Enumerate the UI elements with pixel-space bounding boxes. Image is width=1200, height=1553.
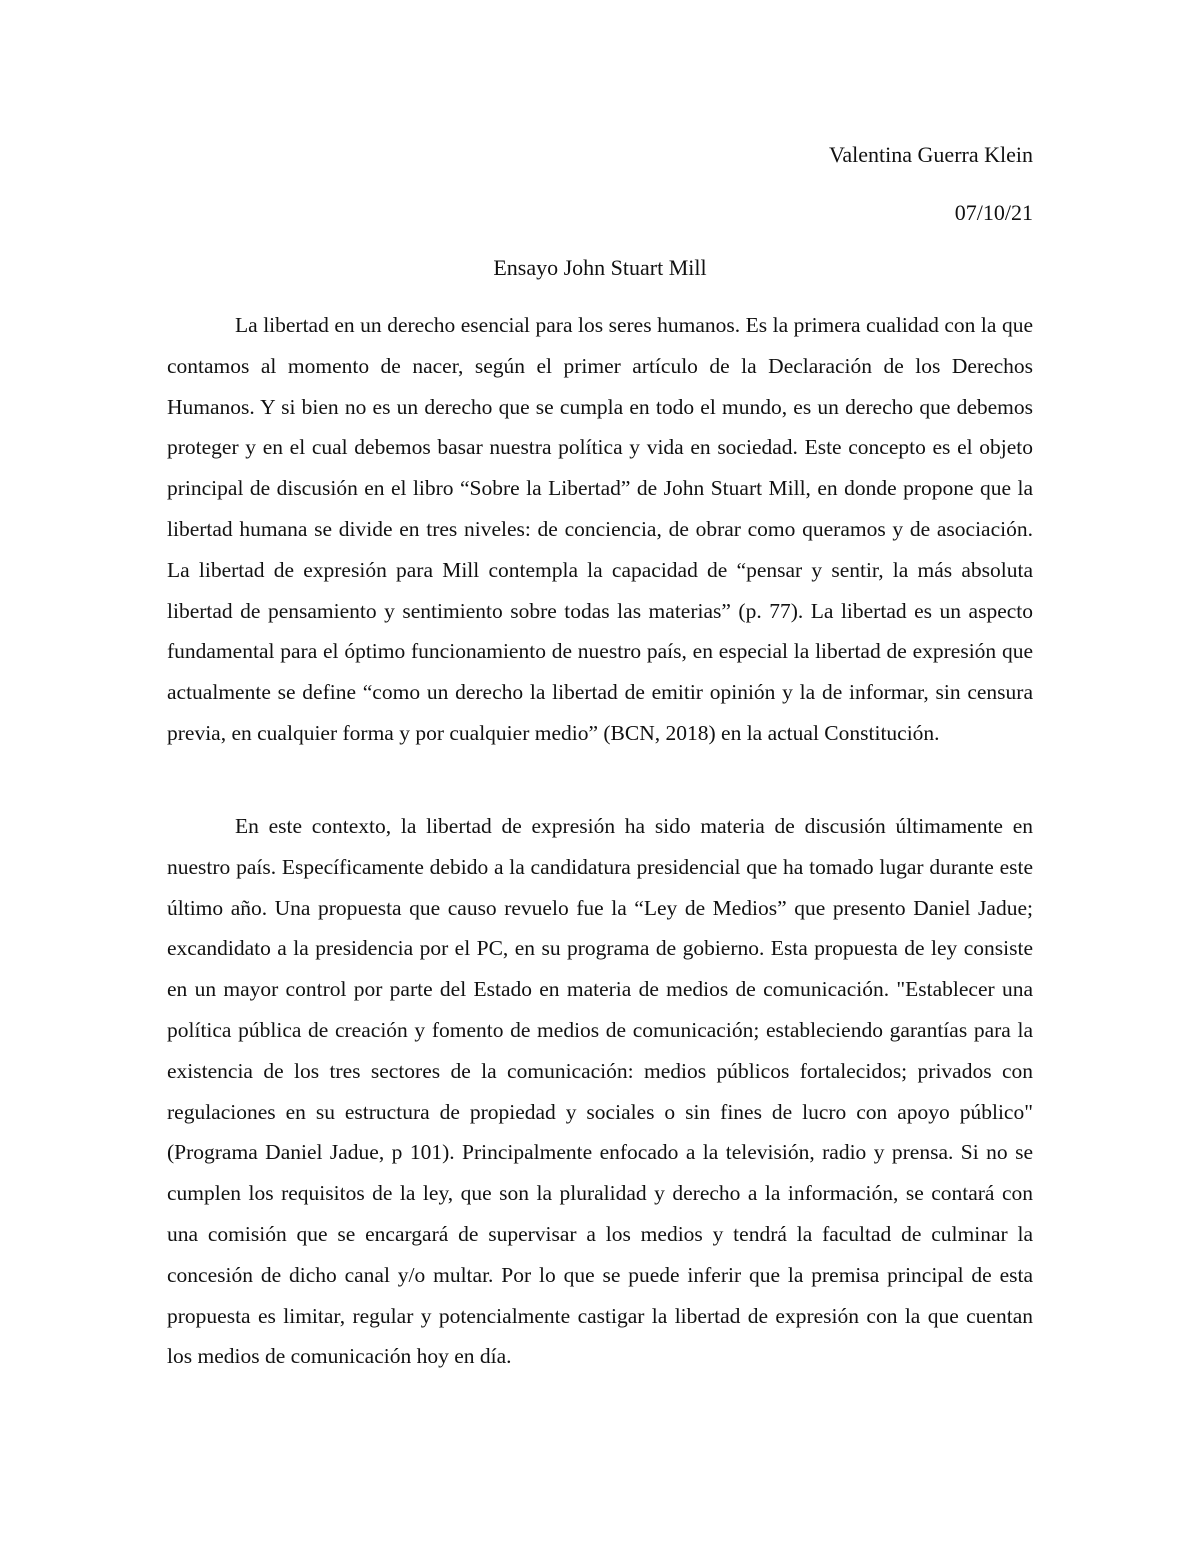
author-name: Valentina Guerra Klein (828, 142, 1033, 167)
body-paragraph: La libertad en un derecho esencial para los seres humanos. Es la primera cualidad con la que contamos al momento de nacer, según el primer artículo de la Declaración de los Derechos Humanos. Y si bien no es un derecho que se cumpla en todo el mundo, es un derecho que debemos proteger y en el cual debemos basar nuestra política y vida en sociedad. Este concepto es el objeto principal de discusión en el libro “Sobre la Libertad” de John Stuart Mill, en donde propone que la libertad humana se divide en tres niveles: de conciencia, de obrar como queramos y de asociación. La libertad de expresión para Mill contempla la capacidad de “pensar y sentir, la más absoluta libertad de pensamiento y sentimiento sobre todas las materias” (p. 77). La libertad es un aspecto fundamental para el óptimo funcionamiento de nuestro país, en especial la libertad de expresión que actualmente se define “como un derecho la libertad de emitir opinión y la de informar, sin censura previa, en cualquier forma y por cualquier medio” (BCN, 2018) en la actual Constitución. (167, 313, 1033, 745)
body-paragraph: En este contexto, la libertad de expresión ha sido materia de discusión últimamente en nuestro país. Específicamente debido a la candidatura presidencial que ha tomado lugar durante este último año. Una propuesta que causo revuelo fue la “Ley de Medios” que presento Daniel Jadue; excandidato a la presidencia por el PC, en su programa de gobierno. Esta propuesta de ley consiste en un mayor control por parte del Estado en materia de medios de comunicación. "Establecer una política pública de creación y fomento de medios de comunicación; estableciendo garantías para la existencia de los tres sectores de la comunicación: medios públicos fortalecidos; privados con regulaciones en su estructura de propiedad y sociales o sin fines de lucro con apoyo público" (Programa Daniel Jadue, p 101). Principalmente enfocado a la televisión, radio y prensa. Si no se cumplen los requisitos de la ley, que son la pluralidad y derecho a la información, se contará con una comisión que se encargará de supervisar a los medios y tendrá la facultad de culminar la concesión de dicho canal y/o multar. Por lo que se puede inferir que la premisa principal de esta propuesta es limitar, regular y potencialmente castigar la libertad de expresión con la que cuentan los medios de comunicación hoy en día. (167, 814, 1033, 1369)
body-paragraph-1-container (167, 305, 1033, 754)
document-date: 07/10/21 (954, 200, 1033, 225)
document-title: Ensayo John Stuart Mill (493, 255, 707, 280)
body-paragraph-2-container (167, 806, 1033, 1377)
